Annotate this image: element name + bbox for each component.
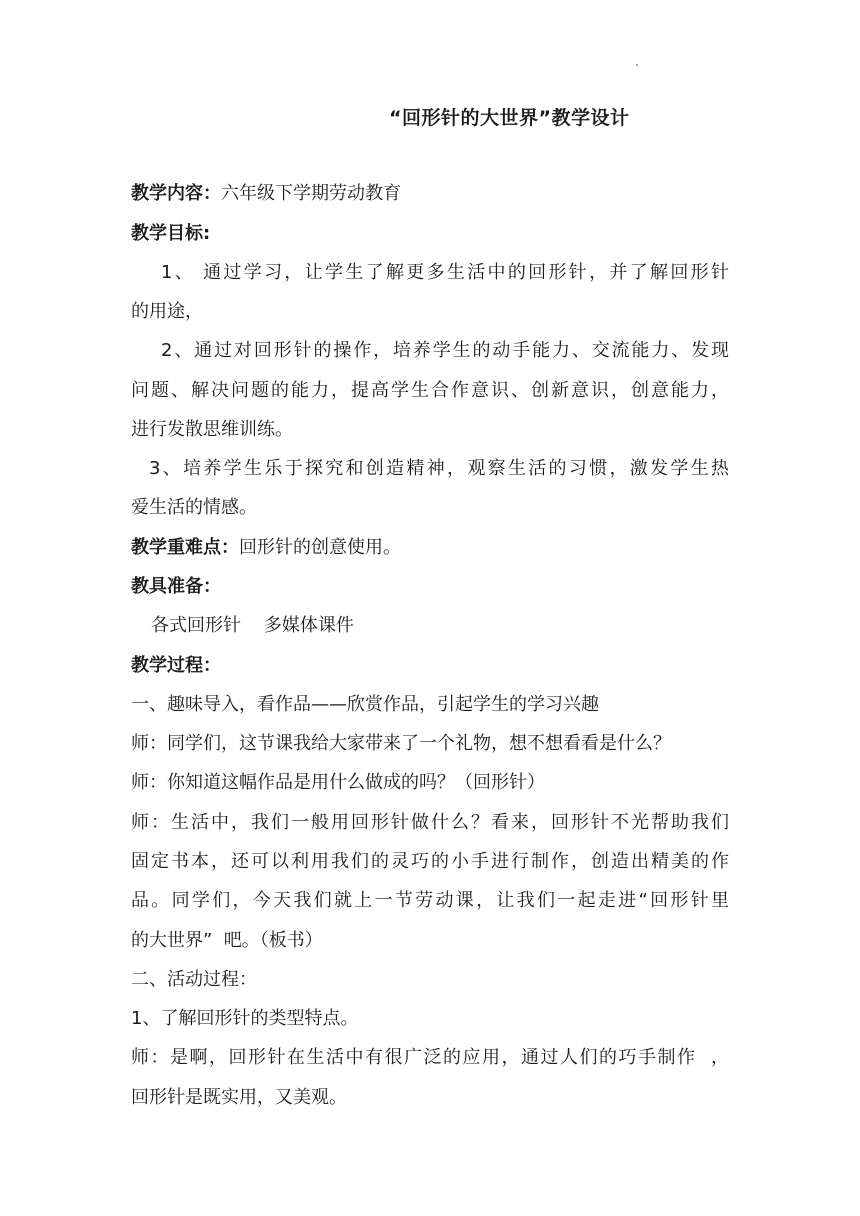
teacher-dialogue-3-line-4: 的大世界” 吧。（板书）: [131, 930, 323, 951]
teacher-dialogue-4-line-1: 师：是啊，回形针在生活中有很广泛的应用，通过人们的巧手制作 ，: [131, 1047, 729, 1068]
page-mark: [636, 64, 638, 66]
teaching-goals-heading: [131, 224, 731, 244]
teaching-tools-value: 各式回形针 多媒体课件: [151, 615, 354, 636]
teaching-content-label: 教学内容：: [131, 183, 221, 204]
teaching-tools-heading: [131, 577, 731, 597]
key-points-value: 回形针的创意使用。: [239, 537, 401, 558]
goal-1-line-2: 的用途，: [131, 301, 203, 322]
goal-2-line-3: 进行发散思维训练。: [131, 419, 293, 440]
teaching-tools-label: 教具准备：: [131, 576, 221, 597]
key-points-label: 教学重难点：: [131, 537, 239, 558]
teaching-goals-label: 教学目标:: [131, 223, 211, 244]
teaching-content-line: [131, 184, 731, 204]
step-1-heading: 一、趣味导入，看作品——欣赏作品，引起学生的学习兴趣: [131, 694, 599, 715]
document-title: “回形针的大世界”教学设计: [389, 107, 630, 129]
key-points-line: [131, 538, 731, 558]
teacher-dialogue-1: 师：同学们，这节课我给大家带来了一个礼物，想不想看看是什么？: [131, 733, 671, 754]
goal-2-line-2: 问题、解决问题的能力，提高学生合作意识、创新意识，创意能力，: [131, 380, 729, 401]
goal-2-line-1: 2、通过对回形针的操作，培养学生的动手能力、交流能力、发现: [161, 340, 729, 361]
teaching-process-label: 教学过程：: [131, 655, 221, 676]
teacher-dialogue-2: 师：你知道这幅作品是用什么做成的吗？（回形针）: [131, 772, 545, 793]
activity-1-heading: 1、了解回形针的类型特点。: [131, 1008, 359, 1029]
teacher-dialogue-4-line-2: 回形针是既实用，又美观。: [131, 1087, 347, 1108]
step-2-heading: 二、活动过程：: [131, 969, 257, 990]
goal-1-line-1: 1、 通过学习，让学生了解更多生活中的回形针，并了解回形针: [161, 262, 729, 283]
goal-3-line-2: 爱生活的情感。: [131, 497, 257, 518]
teacher-dialogue-3-line-1: 师：生活中，我们一般用回形针做什么？看来，回形针不光帮助我们: [131, 812, 729, 833]
teaching-process-heading: [131, 656, 731, 676]
goal-3-line-1: 3、培养学生乐于探究和创造精神，观察生活的习惯，激发学生热: [149, 458, 729, 479]
teacher-dialogue-3-line-3: 品。同学们，今天我们就上一节劳动课，让我们一起走进“回形针里: [131, 890, 729, 911]
teacher-dialogue-3-line-2: 固定书本，还可以利用我们的灵巧的小手进行制作，创造出精美的作: [131, 851, 729, 872]
teaching-content-value: 六年级下学期劳动教育: [221, 183, 401, 204]
